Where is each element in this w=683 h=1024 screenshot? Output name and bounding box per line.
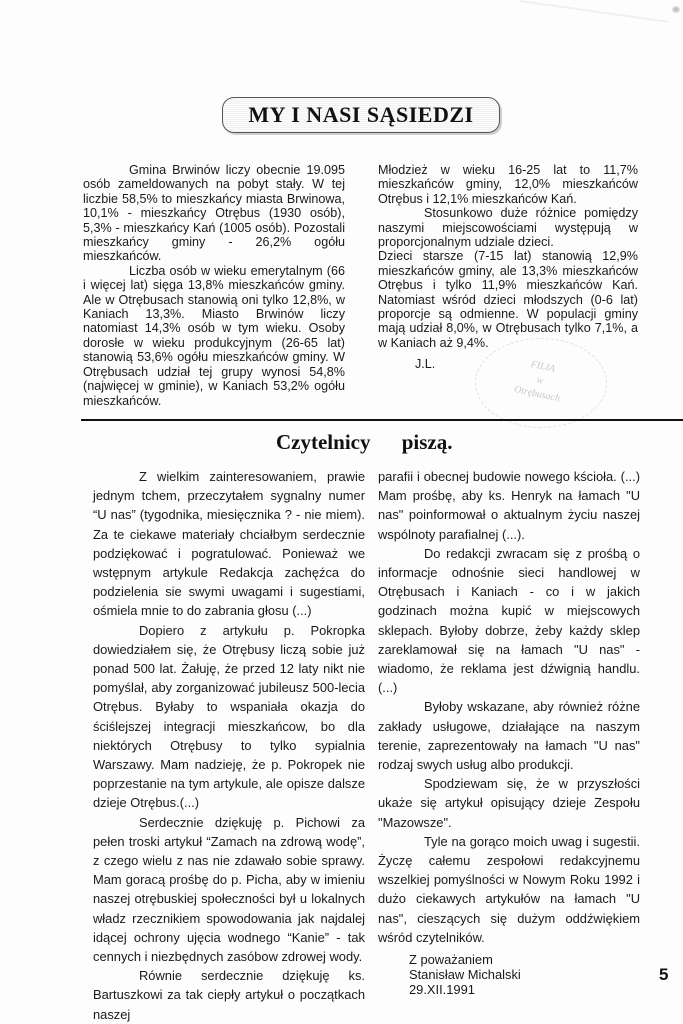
scan-smudge xyxy=(672,6,680,13)
scan-artifact xyxy=(520,0,669,23)
closing-date: 29.XII.1991 xyxy=(409,982,475,998)
letter-paragraph: Równie serdecznie dziękuję ks. Bartuszkowi za tak ciepły artykuł o początkach naszej xyxy=(93,968,365,1022)
article-paragraph: Stosunkowo duże różnice pomiędzy naszymi miejscowościami występują w proporcjonalnym udziale dzieci. xyxy=(378,206,638,250)
letter-closing xyxy=(378,952,640,997)
article-paragraph: Młodzież w wieku 16-25 lat to 11,7% mieszkańców gminy, 12,0% mieszkańców Otrębus i 12,1% mieszkańców Kań. xyxy=(378,163,638,206)
letter-paragraph: parafii i obecnej budowie nowego kścioła. (...) Mam prośbę, aby ks. Henryk na łamach "U nas" poinformował o aktualnym życiu naszej wspólnoty parafialnej (...). xyxy=(378,469,640,542)
article-column-left xyxy=(83,163,345,408)
article-paragraph: Dzieci starsze (7-15 lat) stanowią 12,9% mieszkańców gminy, ale 13,3% mieszkańców Otrębus i tylko 11,9% mieszkańców Kań. Natomiast wśród dzieci młodszych (0-6 lat) proporcje są odmienne. W populacji gminy mają udział 8,0%, w Otrębusach tylko 7,1%, a w Kaniach aż 9,4%. xyxy=(378,249,638,350)
letter-paragraph: Spodziewam się, że w przyszłości ukaże się artykuł opisujący dzieje Zespołu "Mazowsze". xyxy=(378,776,640,830)
section-title: MY I NASI SĄSIEDZI xyxy=(248,102,474,127)
stamp-line: w xyxy=(535,374,545,387)
closing-salutation: Z poważaniem xyxy=(409,952,493,968)
letter-paragraph: Byłoby wskazane, aby również różne zakłady usługowe, działające na naszym terenie, zaprezentowały na łamach "U nas" rodzaj swych usług albo produkcji. xyxy=(378,699,640,773)
letter-column-right xyxy=(378,467,640,997)
closing-signature-name: Stanisław Michalski xyxy=(409,967,521,983)
letter-paragraph: Do redakcji zwracam się z prośbą o informacje odnośnie sieci handlowej w Otrębusach i Kaniach - co i w jakich godzinach można kupić w miejscowych sklepach. Byłoby dobrze, żeby każdy sklep zareklamował się na łamach "U nas" - wiadomo, że reklama jest dźwignią handlu.(...) xyxy=(378,545,640,696)
letter-paragraph: Serdecznie dziękuję p. Pichowi za pełen troski artykuł “Zamach na zdrową wodę”, z czego wielu z nas nie zdawało sobie sprawy. Mam goracą prośbę do p. Picha, aby w imieniu naszej otrębuskiej społeczności był u lokalnych władz rzecznikiem spowodowania jak najdalej idącej ochrony ujęcia wodnego “Kanie” - tak cennych i niezbędnych zasóbow zdrowej wody. xyxy=(93,814,365,965)
article-paragraph: Gmina Brwinów liczy obecnie 19.095 osób zameldowanych na pobyt stały. W tej liczbie 58,5% to mieszkańcy miasta Brwinowa, 10,1% - mieszkańcy Otrębus (1930 osób), 5,3% - mieszkańcy Kań (1005 osób). Pozostali mieszkańcy gminy - 26,2% ogółu mieszkańców. xyxy=(83,163,345,264)
stamp-line: FILIA xyxy=(529,358,556,375)
page-number: 5 xyxy=(659,965,669,984)
section-title-banner xyxy=(222,97,500,133)
letter-paragraph: Z wielkim zainteresowaniem, prawie jednym tchem, przeczytałem sygnalny numer “U nas” (tygodnika, miesięcznika ? - nie miem). Za te ciekawe materiały chciałbym serdecznie podziękować i pogratulować. Ponieważ we wstępnym artykule Redakcja zachęźca do podzielenia sie swymi uwagami i sugestiami, ośmiela mnie to do zabrania głosu (...) xyxy=(93,469,365,619)
letter-paragraph: Tyle na gorąco moich uwag i sugestii. Życzę całemu zespołowi redakcyjnemu wszelkiej pomyślności w Nowym Roku 1992 i dużo ciekawych artykułów na łamach "U nas", cieszących się dużym oddźwiękiem wśród czytelników. xyxy=(378,833,640,945)
letter-column-left xyxy=(93,467,365,1024)
article-author: J.L. xyxy=(415,357,436,371)
letter-paragraph: Dopiero z artykułu p. Pokropka dowiedziałem się, że Otrębusy liczą sobie już ponad 500 lat. Żałuję, że przed 12 laty nikt nie pomyślał, aby zorganizować jubileusz 500-lecia Otrębus. Byłaby to wspaniała okazja do ściślejszej integracji mieszkańcow, bo dla niektórych Otrębusy to tylko sypialnia Warszawy. Mam nadzieję, że p. Pokropek nie poprzestanie na tym artykule, ale opisze dalsze dzieje Otrębus.(...) xyxy=(93,622,365,811)
stamp-line: Otrębusach xyxy=(513,383,561,405)
section-divider xyxy=(81,419,683,421)
article-column-right xyxy=(378,163,638,350)
article-paragraph: Liczba osób w wieku emerytalnym (66 i więcej lat) sięga 13,8% mieszkańców gminy. Ale w Otrębusach stanowią oni tylko 12,8%, w Kaniach 13,3%. Miasto Brwinów liczy natomiast 14,3% osób w tym wieku. Osoby dorosłe w wieku produkcyjnym (26-65 lat) stanowią 53,6% ogółu mieszkańców gminy. W Otrębusach udział tej grupy wynosi 54,8% (najwięcej w gminie), w Kaniach 53,2% ogółu mieszkańców. xyxy=(83,263,345,408)
letter-section-title: Czytelnicy piszą. xyxy=(276,430,453,454)
